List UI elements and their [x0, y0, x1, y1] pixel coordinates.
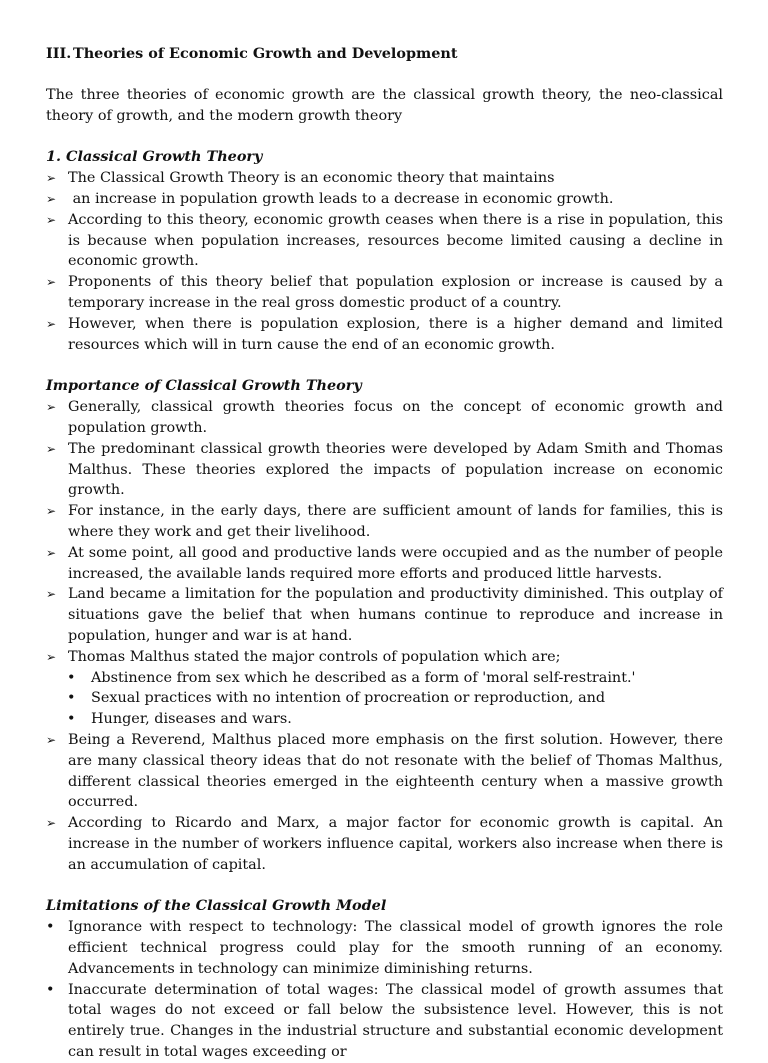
spacer [46, 875, 723, 896]
arrow-bullet-icon: ➢ [46, 275, 57, 290]
list-item: ➢ Being a Reverend, Malthus placed more emphasis on the first solution. However, there are many classical theory ideas that do not resonate with the belief of Thomas Malthus, different classical theories emerged in the eighteenth century when a massive growth occurred. [46, 731, 723, 811]
list-item: ➢ The Classical Growth Theory is an economic theory that maintains [46, 168, 723, 189]
dot-bullet-icon: • [67, 690, 76, 707]
spacer [46, 355, 723, 376]
list-item: ➢ According to Ricardo and Marx, a major factor for economic growth is capital. An increase in the number of workers influence capital, workers also increase when there is an accumulation of capital. [46, 815, 723, 873]
arrow-bullet-icon: ➢ [46, 649, 57, 664]
dot-bullet-icon: • [46, 981, 55, 998]
sub-list-item: • Abstinence from sex which he described as a form of 'moral self-restraint.' [46, 668, 723, 689]
limitations-list [46, 917, 723, 1063]
list-item: ➢ However, when there is population explosion, there is a higher demand and limited resources which will in turn cause the end of an economic growth. [46, 315, 723, 353]
list-item: ➢ At some point, all good and productive lands were occupied and as the number of people increased, the available lands required more efforts and produced little harvests. [46, 544, 723, 582]
arrow-bullet-icon: ➢ [46, 441, 57, 456]
population-controls-list [68, 668, 723, 730]
arrow-bullet-icon: ➢ [46, 212, 57, 227]
list-item: ➢ Proponents of this theory belief that population explosion or increase is caused by a temporary increase in the real gross domestic product of a country. [46, 274, 723, 311]
arrow-bullet-icon: ➢ [46, 504, 57, 519]
list-item: ➢ The predominant classical growth theories were developed by Adam Smith and Thomas Malthus. These theories explored the impacts of population increase on economic growth. [46, 440, 723, 499]
dot-bullet-icon: • [67, 669, 76, 686]
arrow-bullet-icon: ➢ [46, 816, 57, 831]
section-title [46, 44, 723, 65]
list-item: ➢ Land became a limitation for the population and productivity diminished. This outplay of situations gave the belief that when humans continue to reproduce and increase in population, hunger and war is at hand. [46, 586, 723, 644]
sub-list-item: • Hunger, diseases and wars. [46, 709, 723, 730]
list-item: • Inaccurate determination of total wages: The classical model of growth assumes that total wages do not exceed or fall below the subsistence level. However, this is not entirely true. Changes in the industrial structure and substantial economic development can result in total wages exceeding or [46, 981, 723, 1061]
importance-list [46, 397, 723, 875]
list-item: ➢ Generally, classical growth theories focus on the concept of economic growth and population growth. [46, 399, 723, 436]
arrow-bullet-icon: ➢ [46, 316, 57, 331]
heading-limitations: Limitations of the Classical Growth Model [46, 897, 387, 915]
arrow-bullet-icon: ➢ [46, 191, 57, 206]
classical-growth-list [46, 168, 723, 355]
list-item: ➢ an increase in population growth leads to a decrease in economic growth. [46, 189, 723, 210]
list-item: ➢ Thomas Malthus stated the major controls of population which are; • Abstinence from sex which he described as a form of 'moral self-restraint.' • Sexual practices with no intention of procreation or reproduction, and • Hunger, diseases and wars. [46, 647, 723, 730]
list-item: • Ignorance with respect to technology: The classical model of growth ignores the role efficient technical progress could play for the smooth running of an economy. Advancements in technology can minimize diminishing returns. [46, 919, 723, 977]
heading-importance: Importance of Classical Growth Theory [46, 377, 362, 395]
list-item: ➢ For instance, in the early days, there are sufficient amount of lands for families, this is where they work and get their livelihood. [46, 503, 723, 540]
arrow-bullet-icon: ➢ [46, 545, 57, 560]
heading-classical-growth-theory: 1. Classical Growth Theory [46, 148, 263, 166]
intro-paragraph: The three theories of economic growth are the classical growth theory, the neo-classical theory of growth, and the modern growth theory [46, 86, 723, 124]
arrow-bullet-icon: ➢ [46, 732, 57, 747]
arrow-bullet-icon: ➢ [46, 171, 57, 186]
list-item: ➢ According to this theory, economic growth ceases when there is a rise in population, this is because when population increases, resources become limited causing a decline in economic growth. [46, 211, 723, 270]
dot-bullet-icon: • [67, 711, 76, 728]
dot-bullet-icon: • [46, 919, 55, 936]
sub-list-item: • Sexual practices with no intention of procreation or reproduction, and [46, 688, 723, 709]
arrow-bullet-icon: ➢ [46, 587, 57, 602]
arrow-bullet-icon: ➢ [46, 400, 57, 415]
section-title-text: Theories of Economic Growth and Development [73, 45, 458, 62]
section-number: III. [46, 45, 72, 62]
